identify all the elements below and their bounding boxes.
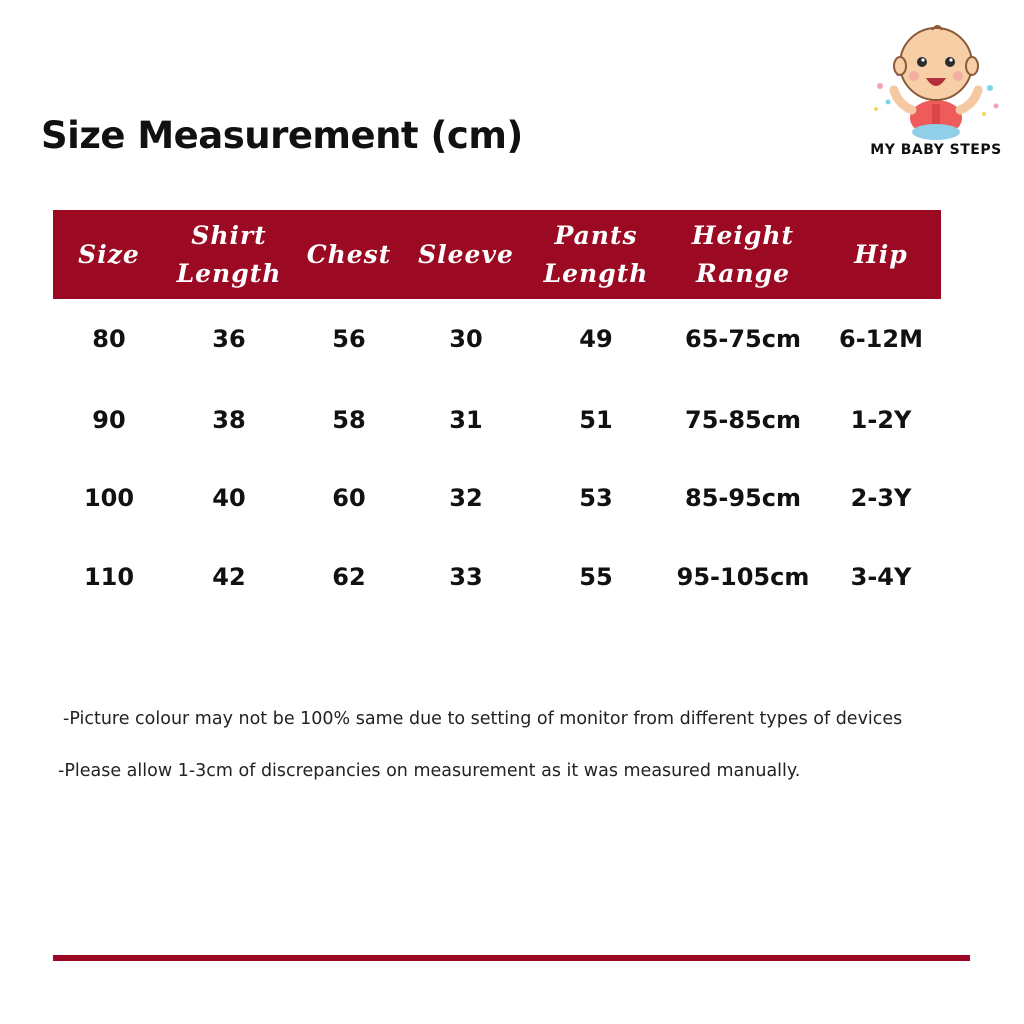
table-row [53,406,941,434]
cell-chest: 60 [332,484,366,512]
cell-hip: 2-3Y [850,484,912,512]
cell-chest: 62 [332,563,366,591]
cell-hip: 3-4Y [850,563,912,591]
cell-pants-length: 53 [579,484,613,512]
brand-name: MY BABY STEPS [870,142,1002,158]
cell-hip: 6-12M [839,325,923,353]
note-measurement-disclaimer: -Please allow 1-3cm of discrepancies on measurement as it was measured manually. [58,761,801,781]
cell-chest: 56 [332,325,366,353]
cell-sleeve: 30 [449,325,483,353]
cell-shirt-length: 40 [212,484,246,512]
cell-shirt-length: 38 [212,406,246,434]
header-chest: Chest [306,239,392,269]
cell-pants-length: 55 [579,563,613,591]
cell-shirt-length: 42 [212,563,246,591]
cell-height-range: 75-85cm [685,406,801,434]
cell-size: 80 [92,325,126,353]
header-height-range: Height Range [691,220,795,288]
page-title: Size Measurement (cm) [41,114,523,157]
cell-height-range: 95-105cm [676,563,810,591]
baby-mascot-icon [858,14,1014,144]
note-colour-disclaimer: -Picture colour may not be 100% same due to setting of monitor from different types of devices [63,709,903,729]
cell-size: 110 [83,563,135,591]
table-row [53,484,941,512]
table-row [53,563,941,591]
cell-sleeve: 32 [449,484,483,512]
cell-size: 90 [92,406,126,434]
cell-pants-length: 51 [579,406,613,434]
cell-pants-length: 49 [579,325,613,353]
cell-hip: 1-2Y [850,406,912,434]
header-pants-length: Pants Length [543,220,649,288]
header-hip: Hip [854,239,908,269]
brand-logo [858,14,1014,164]
cell-sleeve: 31 [449,406,483,434]
size-table [53,210,941,591]
cell-sleeve: 33 [449,563,483,591]
cell-height-range: 85-95cm [685,484,801,512]
table-row [53,325,941,353]
cell-chest: 58 [332,406,366,434]
header-sleeve: Sleeve [418,239,514,269]
header-size: Size [78,239,140,269]
header-shirt-length: Shirt Length [176,220,282,288]
footer-divider [53,955,970,961]
cell-shirt-length: 36 [212,325,246,353]
table-header [53,210,941,299]
cell-size: 100 [83,484,135,512]
cell-height-range: 65-75cm [685,325,801,353]
